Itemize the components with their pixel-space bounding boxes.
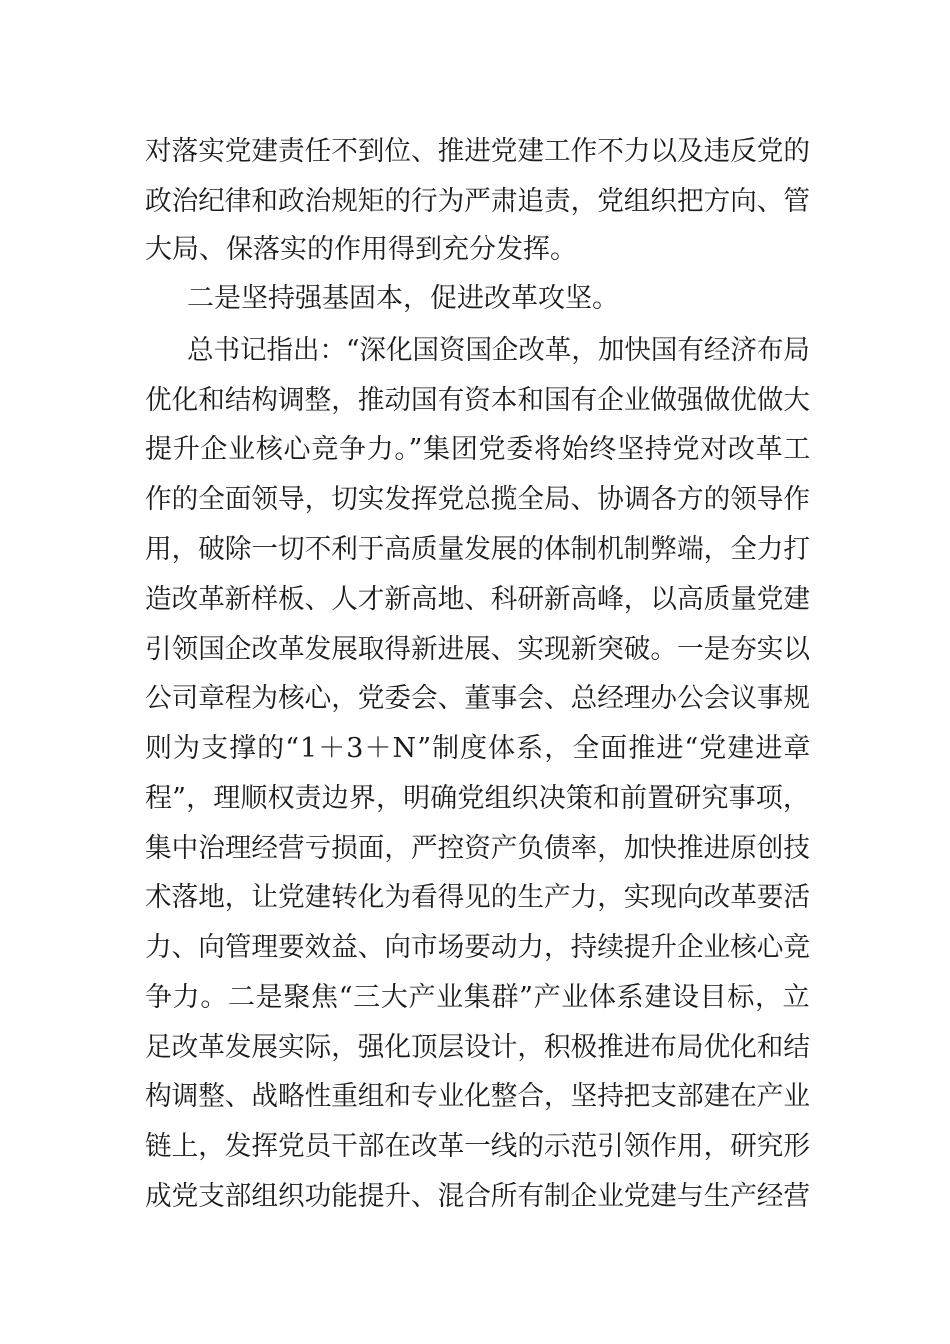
text-line: 优化和结构调整，推动国有资本和国有企业做强做优做大 bbox=[145, 385, 811, 416]
text-line: 政治纪律和政治规矩的行为严肃追责，党组织把方向、管 bbox=[145, 186, 811, 217]
text-line: 足改革发展实际，强化顶层设计，积极推进布局优化和结 bbox=[145, 1032, 811, 1063]
text-line: 术落地，让党建转化为看得见的生产力，实现向改革要活 bbox=[145, 882, 811, 913]
text-line: 用，破除一切不利于高质量发展的体制机制弊端，全力打 bbox=[145, 534, 811, 565]
text-line: 则为支撑的“1＋3＋N”制度体系，全面推进“党建进章 bbox=[145, 733, 812, 764]
text-line: 引领国企改革发展取得新进展、实现新突破。一是夯实以 bbox=[145, 634, 811, 665]
text-line: 公司章程为核心，党委会、董事会、总经理办公会议事规 bbox=[145, 683, 811, 714]
text-line: 对落实党建责任不到位、推进党建工作不力以及违反党的 bbox=[145, 136, 811, 167]
text-line: 力、向管理要效益、向市场要动力，持续提升企业核心竞 bbox=[145, 932, 811, 963]
section-heading: 二是坚持强基固本，促进改革攻坚。 bbox=[187, 283, 619, 314]
text-line: 集中治理经营亏损面，严控资产负债率，加快推进原创技 bbox=[145, 833, 811, 864]
text-line: 提升企业核心竞争力。”集团党委将始终坚持党对改革工 bbox=[145, 434, 812, 465]
text-line: 争力。二是聚焦“三大产业集群”产业体系建设目标，立 bbox=[145, 982, 811, 1013]
text-line: 成党支部组织功能提升、混合所有制企业党建与生产经营 bbox=[145, 1181, 811, 1212]
text-line: 程”，理顺权责边界，明确党组织决策和前置研究事项， bbox=[145, 783, 811, 814]
paragraph-first-line: 总书记指出：“深化国资国企改革，加快国有经济布局 bbox=[187, 335, 810, 366]
text-line: 链上，发挥党员干部在改革一线的示范引领作用，研究形 bbox=[145, 1131, 811, 1162]
text-line: 造改革新样板、人才新高地、科研新高峰，以高质量党建 bbox=[145, 584, 811, 615]
text-line: 构调整、战略性重组和专业化整合，坚持把支部建在产业 bbox=[145, 1081, 811, 1112]
text-line: 大局、保落实的作用得到充分发挥。 bbox=[145, 234, 577, 265]
text-line: 作的全面领导，切实发挥党总揽全局、协调各方的领导作 bbox=[145, 484, 811, 515]
